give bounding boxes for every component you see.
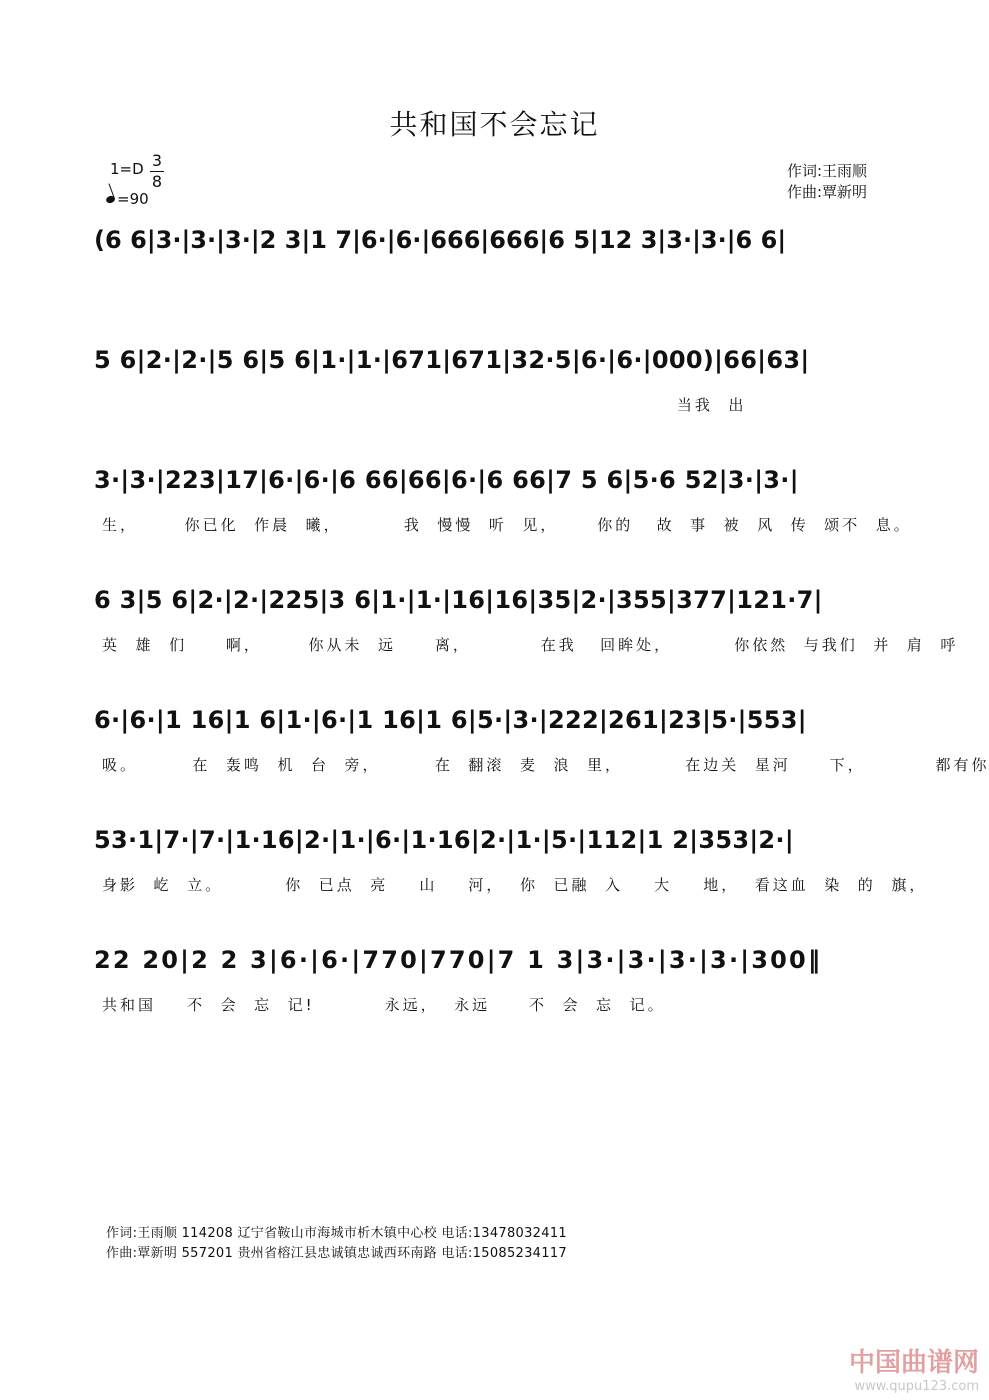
page-title: 共和国不会忘记 bbox=[389, 108, 600, 141]
watermark-name: 中国曲谱网 bbox=[848, 1348, 979, 1378]
tempo-value: =90 bbox=[117, 190, 149, 208]
notation: 5 6|2·|2·|5 6|5 6|1·|1·|671|671|32·5|6·|6·|000)|66|63| bbox=[94, 346, 810, 374]
key-signature: 1=D bbox=[110, 160, 144, 178]
score-line-7 bbox=[94, 932, 914, 1012]
time-signature-bottom: 8 bbox=[151, 172, 163, 191]
footer-lyricist-contact: 作词:王雨顺 114208 辽宁省鞍山市海城市析木镇中心校 电话:13478032411 bbox=[106, 1226, 567, 1241]
score-line-5 bbox=[94, 692, 989, 774]
lyrics: 共和国 不 会 忘 记! 永远， 永远 不 会 忘 记。 bbox=[102, 996, 666, 1014]
lyricist-credit: 作词:王雨顺 bbox=[787, 162, 868, 180]
notation: 22 20|2 2 3|6·|6·|770|770|7 1 3|3·|3·|3·|3·|300‖ bbox=[94, 946, 823, 974]
score-line-4 bbox=[94, 572, 959, 654]
lyrics: 英 雄 们 啊， 你从未 远 离， 在我 回眸处， 你依然 与我们 并 肩 呼 bbox=[102, 636, 959, 654]
lyrics: 吸。 在 轰鸣 机 台 旁， 在 翻滚 麦 浪 里， 在边关 星河 下， 都有你 bbox=[102, 756, 989, 774]
time-signature bbox=[150, 152, 164, 191]
notation: 53·1|7·|7·|1·16|2·|1·|6·|1·16|2·|1·|5·|112|1 2|353|2·| bbox=[94, 826, 794, 854]
tempo-marking bbox=[106, 190, 149, 208]
notation: 6·|6·|1 16|1 6|1·|6·|1 16|1 6|5·|3·|222|261|23|5·|553| bbox=[94, 706, 807, 734]
score-line-2 bbox=[94, 332, 914, 412]
quarter-note-icon bbox=[105, 195, 116, 205]
score-line-3 bbox=[94, 452, 914, 532]
lyrics: 当我 出 bbox=[102, 396, 747, 414]
notation: 6 3|5 6|2·|2·|225|3 6|1·|1·|16|16|35|2·|355|377|121·7| bbox=[94, 586, 823, 614]
footer-composer-contact: 作曲:覃新明 557201 贵州省榕江县忠诚镇忠诚西环南路 电话:15085234117 bbox=[106, 1246, 567, 1261]
watermark-url: www.qupu123.com bbox=[854, 1379, 979, 1394]
lyrics: 生， 你已化 作晨 曦， 我 慢慢 听 见， 你的 故 事 被 风 传 颂不 息。 bbox=[102, 516, 912, 534]
watermark-logo bbox=[849, 1342, 979, 1394]
score-line-6 bbox=[94, 812, 928, 894]
time-signature-top: 3 bbox=[151, 151, 163, 170]
lyrics: 身影 屹 立。 你 已点 亮 山 河， 你 已融 入 大 地， 看这血 染 的 旗， bbox=[102, 876, 928, 894]
notation: (6 6|3·|3·|3·|2 3|1 7|6·|6·|666|666|6 5|12 3|3·|3·|6 6| bbox=[94, 226, 787, 254]
notation: 3·|3·|223|17|6·|6·|6 66|66|6·|6 66|7 5 6|5·6 52|3·|3·| bbox=[94, 466, 799, 494]
score-line-1 bbox=[94, 212, 914, 292]
composer-credit: 作曲:覃新明 bbox=[787, 183, 868, 201]
